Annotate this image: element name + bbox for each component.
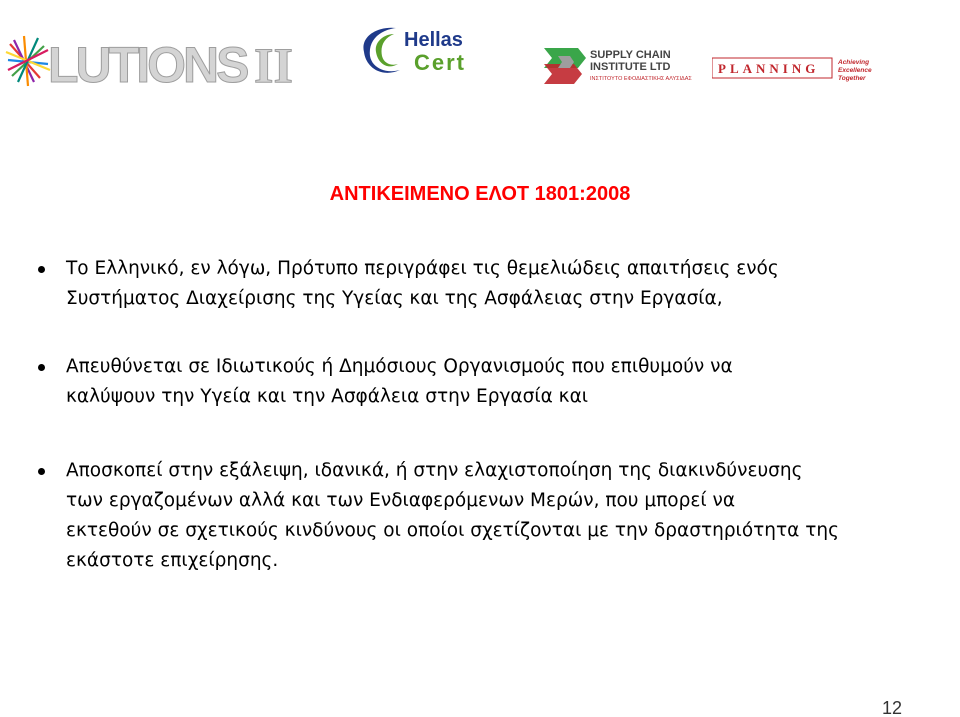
bullet-dot-icon [38,266,45,273]
svg-text:SUPPLY CHAIN: SUPPLY CHAIN [590,49,671,61]
svg-text:LUTIONS: LUTIONS [48,37,247,92]
svg-text:Together: Together [838,75,866,82]
solutions-logo-icon [4,30,294,92]
bullet-text [66,456,906,576]
bullet-text [66,254,906,314]
bullet-line: Συστήματος Διαχείρισης της Υγείας και της Ασφάλειας στην Εργασία, [66,288,723,309]
bullet-line: εκτεθούν σε σχετικούς κινδύνους οι οποίοι σχετίζονται με την δραστηριότητα της [66,520,839,541]
svg-text:Cert: Cert [414,50,467,75]
svg-text:INSTITUTE LTD: INSTITUTE LTD [590,61,671,73]
hellas-cert-swoosh-icon [363,28,400,73]
svg-text:PLANNING: PLANNING [718,61,820,76]
bullet-line: Αποσκοπεί στην εξάλειψη, ιδανικά, ή στην ελαχιστοποίηση της διακινδύνευσης [66,460,803,481]
svg-text:II: II [254,37,293,92]
planning-logo [712,54,872,84]
supply-chain-arrow-icon [544,48,586,84]
bullet-dot-icon [38,364,45,371]
bullet-line: των εργαζομένων αλλά και των Ενδιαφερόμενων Μερών, που μπορεί να [66,490,736,511]
bullet-line: καλύψουν την Υγεία και την Ασφάλεια στην Εργασία και [66,386,589,407]
bullet-line: Απευθύνεται σε Ιδιωτικούς ή Δημόσιους Οργανισμούς που επιθυμούν να [66,356,733,377]
hellas-cert-logo [356,22,496,78]
supply-chain-logo [540,40,710,90]
svg-text:Hellas: Hellas [404,29,463,51]
page-number: 12 [881,698,902,717]
bullet-dot-icon [38,468,45,475]
logo-bar [0,0,960,100]
svg-text:Achieving: Achieving [838,59,870,66]
svg-text:ΙΝΣΤΙΤΟΥΤΟ ΕΦΟΔΙΑΣΤΙΚΗΣ ΑΛΥΣΙΔ: ΙΝΣΤΙΤΟΥΤΟ ΕΦΟΔΙΑΣΤΙΚΗΣ ΑΛΥΣΙΔΑΣ [590,76,692,82]
svg-text:Excellence: Excellence [838,67,872,74]
slide-title: ΑΝΤΙΚΕΙΜΕΝΟ ΕΛΟΤ 1801:2008 [329,183,631,205]
bullet-line: εκάστοτε επιχείρησης. [66,550,279,571]
bullet-text [66,352,906,412]
bullet-line: Το Ελληνικό, εν λόγω, Πρότυπο περιγράφει τις θεμελιώδεις απαιτήσεις ενός [66,258,779,279]
